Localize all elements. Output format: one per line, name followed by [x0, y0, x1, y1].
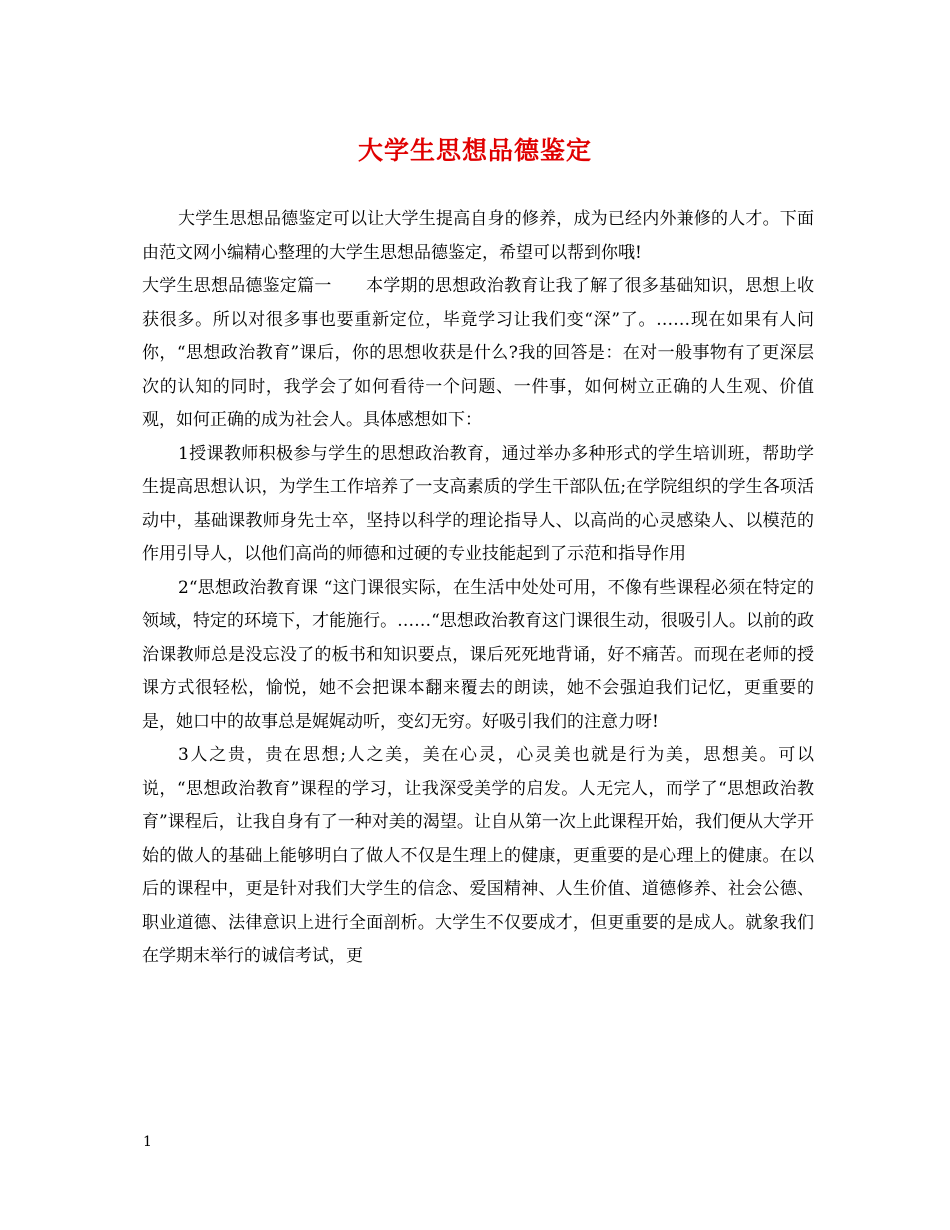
page-title: 大学生思想品德鉴定 — [357, 136, 592, 165]
paragraph-section-one: 大学生思想品德鉴定篇一 本学期的思想政治教育让我了解了很多基础知识，思想上收获很多。所以对很多事也要重新定位，毕竟学习让我们变“深”了。……现在如果有人问你，“思想政治教育”课后，你的思想收获是什么?我的回答是：在对一般事物有了更深层次的认知的同时，我学会了如何看待一个问题、一件事，如何树立正确的人生观、价值观，如何正确的成为社会人。具体感想如下： — [142, 276, 814, 430]
document-body — [142, 203, 814, 974]
page-number: 1 — [143, 1134, 152, 1150]
paragraph-intro: 大学生思想品德鉴定可以让大学生提高自身的修养，成为已经内外兼修的人才。下面由范文网小编精心整理的大学生思想品德鉴定，希望可以帮到你哦! — [142, 209, 814, 263]
paragraph-point-2: 2“思想政治教育课 “这门课很实际，在生活中处处可用，不像有些课程必须在特定的领域，特定的环境下，才能施行。……“思想政治教育这门课很生动，很吸引人。以前的政治课教师总是没忘没了的板书和知识要点，课后死死地背诵，好不痛苦。而现在老师的授课方式很轻松，愉悦，她不会把课本翻来覆去的朗读，她不会强迫我们记忆，更重要的是，她口中的故事总是娓娓动听，变幻无穷。好吸引我们的注意力呀! — [142, 577, 814, 732]
paragraph-point-3: 3人之贵，贵在思想;人之美，美在心灵，心灵美也就是行为美，思想美。可以说，“思想政治教育”课程的学习，让我深受美学的启发。人无完人，而学了“思想政治教育”课程后，让我自身有了一种对美的渴望。让自从第一次上此课程开始，我们便从大学开始的做人的基础上能够明白了做人不仅是生理上的健康，更重要的是心理上的健康。在以后的课程中，更是针对我们大学生的信念、爱国精神、人生价值、道德修养、社会公德、职业道德、法律意识上进行全面剖析。大学生不仅要成才，但更重要的是成人。就象我们在学期末举行的诚信考试，更 — [142, 745, 814, 966]
paragraph-point-1: 1授课教师积极参与学生的思想政治教育，通过举办多种形式的学生培训班，帮助学生提高思想认识，为学生工作培养了一支高素质的学生干部队伍;在学院组织的学生各项活动中，基础课教师身先士卒，坚持以科学的理论指导人、以高尚的心灵感染人、以模范的作用引导人，以他们高尚的师德和过硬的专业技能起到了示范和指导作用 — [142, 443, 814, 564]
